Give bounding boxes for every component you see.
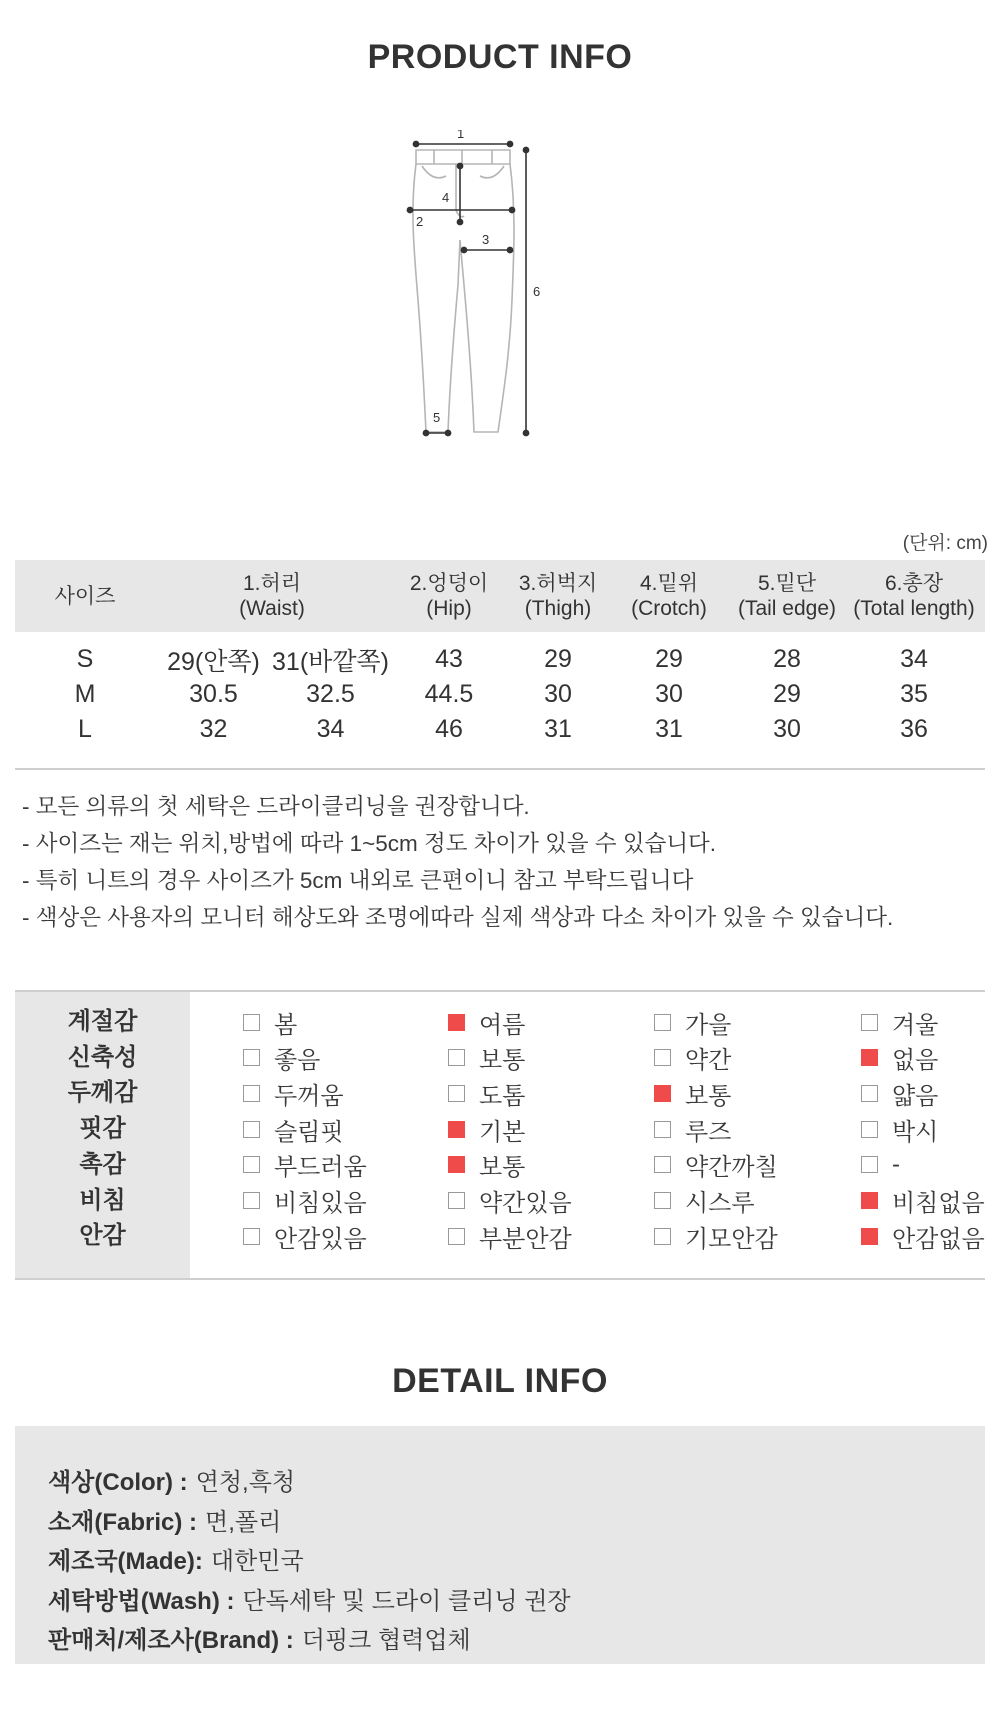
cell-total: 34: [900, 645, 928, 673]
feature-row: [15, 1110, 985, 1148]
header-hip: [389, 571, 509, 621]
feature-option-label: 슬림핏: [274, 1118, 344, 1146]
feature-label: 안감: [79, 1222, 126, 1250]
header-thigh: [509, 571, 607, 621]
empty-checkbox-icon: [243, 1228, 260, 1245]
header-crotch: [607, 571, 731, 621]
feature-option-label: 시스루: [685, 1190, 755, 1217]
feature-option-label: 부드러움: [274, 1154, 367, 1182]
feature-option: [243, 1146, 367, 1184]
header-total-label: 6.총장: [884, 572, 944, 595]
cell-waist-outer: 34: [316, 715, 345, 743]
feature-option-label: 안감있음: [274, 1225, 367, 1253]
note-item: - 특히 니트의 경우 사이즈가 5cm 내외로 큰편이니 참고 부탁드립니다: [22, 868, 694, 893]
feature-option-label: 약간있음: [479, 1190, 572, 1217]
empty-checkbox-icon: [861, 1014, 878, 1031]
cell-crotch: 30: [655, 680, 683, 708]
diagram-label-2: 2: [416, 214, 424, 229]
feature-option: [448, 1039, 525, 1077]
header-hip-sub: (Hip): [426, 597, 472, 620]
feature-option-label: 보통: [685, 1082, 732, 1110]
feature-option: [448, 1146, 525, 1184]
cell-total: 35: [900, 680, 928, 708]
feature-option: [243, 1003, 297, 1041]
empty-checkbox-icon: [654, 1156, 671, 1173]
cell-size: M: [74, 680, 96, 708]
empty-checkbox-icon: [448, 1049, 465, 1066]
header-thigh-label: 3.허벅지: [518, 572, 598, 595]
feature-label: 신축성: [67, 1043, 138, 1071]
feature-option-label: 봄: [274, 1011, 298, 1039]
feature-option-label: 여름: [479, 1011, 526, 1039]
empty-checkbox-icon: [243, 1156, 260, 1173]
feature-option: [243, 1182, 367, 1220]
feature-option: [243, 1217, 367, 1255]
feature-option: [448, 1074, 525, 1112]
feature-option: [654, 1146, 778, 1184]
feature-option-label: 안감없음: [892, 1225, 985, 1253]
cell-waist: [155, 680, 389, 709]
header-hip-label: 2.엉덩이: [409, 572, 489, 595]
feature-option: [861, 1146, 900, 1184]
feature-table: [15, 990, 985, 1280]
feature-option-label: 얇음: [892, 1082, 939, 1110]
empty-checkbox-icon: [243, 1085, 260, 1102]
note-item: - 사이즈는 재는 위치,방법에 따라 1~5cm 정도 차이가 있을 수 있습니다.: [22, 831, 717, 856]
product-info-title: PRODUCT INFO: [367, 38, 633, 76]
feature-option-label: 약간: [685, 1047, 732, 1075]
header-waist: [155, 571, 389, 621]
header-total-sub: (Total length): [853, 597, 975, 620]
feature-option-label: 기모안감: [685, 1225, 778, 1253]
feature-option: [861, 1182, 985, 1220]
detail-value: 연청,흑청: [195, 1469, 296, 1497]
header-tail: [731, 571, 843, 621]
detail-row-wash: [48, 1579, 985, 1619]
header-size-label: 사이즈: [54, 584, 116, 608]
cell-waist: [155, 715, 389, 744]
header-crotch-label: 4.밑위: [639, 572, 699, 595]
diagram-label-3: 3: [482, 232, 490, 247]
detail-value: 대한민국: [210, 1548, 304, 1576]
note-item: - 색상은 사용자의 모니터 해상도와 조명에따라 실제 색상과 다소 차이가 있을 수 있습니다.: [22, 905, 894, 930]
checked-box-icon: [861, 1192, 878, 1209]
checked-box-icon: [654, 1085, 671, 1102]
cell-waist-outer: 32.5: [306, 680, 355, 708]
feature-option: [654, 1074, 731, 1112]
feature-option: [448, 1003, 525, 1041]
detail-value: 더핑크 협력업체: [301, 1627, 471, 1655]
diagram-label-5: 5: [433, 410, 441, 425]
feature-option: [654, 1039, 731, 1077]
feature-label: 촉감: [79, 1150, 126, 1178]
header-waist-sub: (Waist): [239, 597, 305, 620]
feature-option: [243, 1039, 320, 1077]
empty-checkbox-icon: [861, 1121, 878, 1138]
empty-checkbox-icon: [243, 1121, 260, 1138]
feature-option: [654, 1003, 731, 1041]
cell-waist-inner: 30.5: [189, 680, 238, 708]
feature-option: [861, 1039, 938, 1077]
feature-row: [15, 1039, 985, 1077]
header-crotch-sub: (Crotch): [631, 597, 707, 620]
feature-label: 계절감: [67, 1008, 138, 1035]
cell-waist: [155, 642, 389, 678]
empty-checkbox-icon: [448, 1228, 465, 1245]
feature-row: [15, 1182, 985, 1220]
feature-option: [861, 1074, 938, 1112]
checked-box-icon: [448, 1014, 465, 1031]
feature-option: [654, 1182, 755, 1220]
checked-box-icon: [448, 1121, 465, 1138]
feature-option-label: 박시: [892, 1118, 939, 1146]
empty-checkbox-icon: [243, 1014, 260, 1031]
header-tail-sub: (Tail edge): [737, 597, 837, 620]
detail-value: 면,폴리: [205, 1508, 282, 1536]
empty-checkbox-icon: [243, 1192, 260, 1209]
cell-waist-outer: 31(바깥쪽): [272, 647, 389, 676]
detail-row-made: [48, 1539, 985, 1579]
feature-option-label: -: [892, 1150, 900, 1178]
detail-row-color: [48, 1460, 985, 1500]
header-tail-label: 5.밑단: [757, 572, 817, 595]
feature-option: [243, 1074, 344, 1112]
note-item: - 모든 의류의 첫 세탁은 드라이클리닝을 권장합니다.: [22, 794, 530, 819]
detail-row-fabric: [48, 1500, 985, 1540]
detail-label: 색상(Color) :: [48, 1469, 188, 1497]
cell-waist-inner: 32: [199, 715, 228, 743]
cell-thigh: 31: [544, 715, 572, 743]
cell-hip: 44.5: [424, 680, 474, 708]
feature-option-label: 루즈: [685, 1118, 732, 1146]
checked-box-icon: [448, 1156, 465, 1173]
cell-thigh: 30: [544, 680, 572, 708]
detail-label: 판매처/제조사(Brand) :: [48, 1627, 294, 1655]
feature-label: 핏감: [79, 1115, 126, 1143]
cell-crotch: 29: [655, 645, 683, 673]
cell-tail: 30: [773, 715, 801, 743]
feature-option-label: 두꺼움: [274, 1082, 344, 1110]
empty-checkbox-icon: [654, 1228, 671, 1245]
header-waist-label: 1.허리: [242, 572, 302, 595]
cell-hip: 43: [435, 645, 463, 673]
feature-row: [15, 1217, 985, 1255]
empty-checkbox-icon: [861, 1085, 878, 1102]
detail-label: 세탁방법(Wash) :: [48, 1587, 235, 1615]
feature-option-label: 도톰: [479, 1082, 526, 1110]
feature-option: [448, 1182, 572, 1220]
empty-checkbox-icon: [654, 1049, 671, 1066]
detail-info-title: DETAIL INFO: [392, 1362, 608, 1400]
header-thigh-sub: (Thigh): [524, 597, 592, 620]
table-row: [15, 712, 985, 747]
detail-info-box: [15, 1426, 985, 1664]
detail-label: 소재(Fabric) :: [48, 1508, 198, 1536]
feature-option-label: 보통: [479, 1154, 526, 1182]
table-row: [15, 677, 985, 712]
header-total: [843, 571, 985, 621]
feature-row: [15, 1003, 985, 1041]
feature-label: 비침: [79, 1186, 126, 1214]
pants-measurement-diagram: [400, 130, 640, 490]
diagram-label-1: 1: [457, 130, 465, 141]
feature-option-label: 보통: [479, 1047, 526, 1075]
empty-checkbox-icon: [654, 1121, 671, 1138]
feature-option-label: 없음: [892, 1047, 939, 1075]
detail-label: 제조국(Made):: [48, 1548, 203, 1576]
size-table: [15, 560, 985, 770]
diagram-label-6: 6: [533, 284, 541, 299]
feature-option-label: 좋음: [274, 1047, 321, 1075]
checked-box-icon: [861, 1049, 878, 1066]
empty-checkbox-icon: [861, 1156, 878, 1173]
size-table-header: [15, 560, 985, 632]
feature-option-label: 비침있음: [274, 1190, 367, 1217]
feature-option: [654, 1110, 731, 1148]
feature-option: [654, 1217, 778, 1255]
feature-option: [861, 1217, 985, 1255]
header-size: [15, 584, 155, 609]
feature-option: [861, 1003, 938, 1041]
cell-tail: 28: [773, 645, 801, 673]
feature-option-label: 겨울: [892, 1011, 939, 1039]
feature-row: [15, 1146, 985, 1184]
feature-option-label: 부분안감: [479, 1225, 572, 1253]
empty-checkbox-icon: [448, 1085, 465, 1102]
feature-option-label: 가을: [685, 1011, 732, 1039]
checked-box-icon: [861, 1228, 878, 1245]
empty-checkbox-icon: [654, 1014, 671, 1031]
cell-size: S: [76, 645, 94, 673]
care-notes: [22, 788, 982, 936]
cell-thigh: 29: [544, 645, 572, 673]
feature-option: [243, 1110, 344, 1148]
empty-checkbox-icon: [654, 1192, 671, 1209]
feature-row: [15, 1074, 985, 1112]
empty-checkbox-icon: [448, 1192, 465, 1209]
feature-option: [448, 1110, 525, 1148]
feature-option-label: 비침없음: [892, 1190, 985, 1217]
feature-option: [448, 1217, 572, 1255]
cell-total: 36: [900, 715, 928, 743]
table-row: [15, 642, 985, 677]
detail-value: 단독세탁 및 드라이 클리닝 권장: [242, 1587, 571, 1615]
unit-note: (단위: cm): [902, 533, 988, 554]
detail-row-brand: [48, 1618, 985, 1658]
size-table-body: [15, 632, 985, 770]
feature-option-label: 기본: [479, 1118, 526, 1146]
feature-option: [861, 1110, 938, 1148]
diagram-label-4: 4: [442, 190, 450, 205]
cell-tail: 29: [773, 680, 801, 708]
cell-crotch: 31: [655, 715, 683, 743]
cell-hip: 46: [435, 715, 463, 743]
feature-option-label: 약간까칠: [685, 1154, 778, 1182]
cell-size: L: [78, 715, 92, 743]
cell-waist-inner: 29(안쪽): [167, 647, 260, 676]
empty-checkbox-icon: [243, 1049, 260, 1066]
feature-label: 두께감: [67, 1079, 138, 1107]
